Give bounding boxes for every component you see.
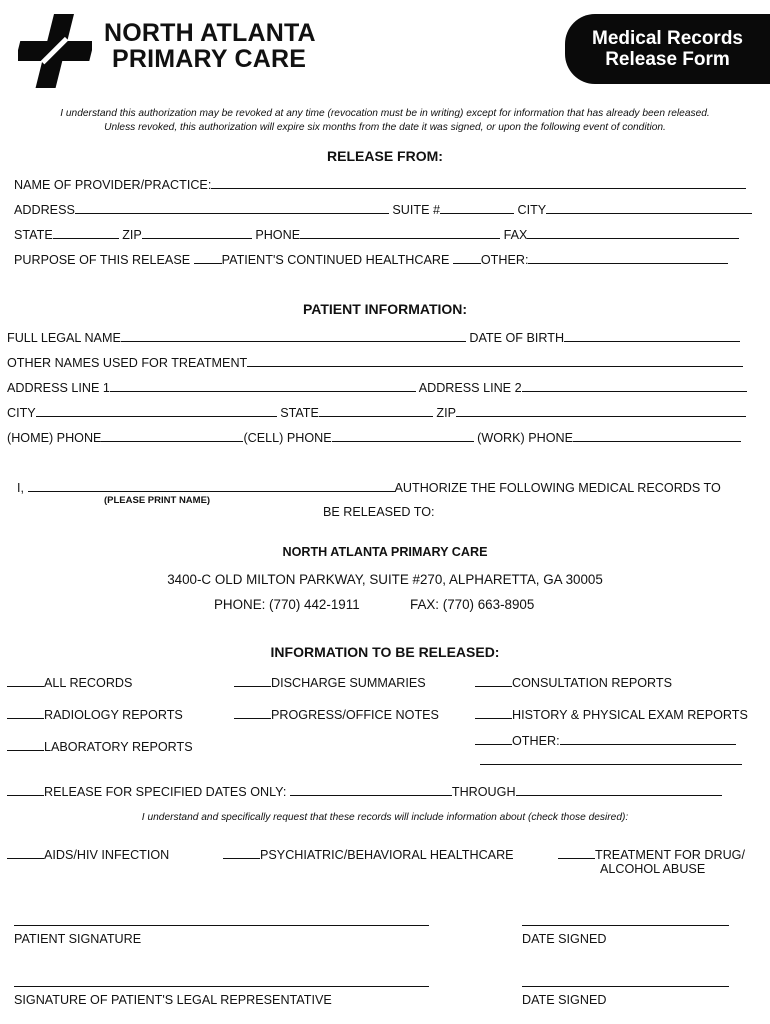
revocation-line2: Unless revoked, this authorization will expire six months from the date it was signed, or upon the following event of condition. (104, 122, 666, 133)
dates-row (7, 784, 722, 799)
history-check[interactable] (475, 707, 512, 719)
representative-signature-label: SIGNATURE OF PATIENT'S LEGAL REPRESENTATIVE (14, 993, 332, 1007)
address-row (14, 202, 752, 217)
drug-label-line1: TREATMENT FOR DRUG/ (595, 848, 745, 862)
provider-field[interactable] (211, 177, 746, 189)
full-name-field[interactable] (121, 330, 466, 342)
recipient-fax: FAX: (770) 663-8905 (410, 597, 535, 612)
radiology-check[interactable] (7, 707, 44, 719)
phone-field[interactable] (300, 227, 500, 239)
discharge-check[interactable] (234, 675, 271, 687)
cross-logo-icon (18, 14, 92, 88)
progress-label: PROGRESS/OFFICE NOTES (271, 708, 439, 722)
form-title-badge (565, 14, 770, 84)
address-line1-field[interactable] (110, 380, 416, 392)
i-label: I, (17, 481, 24, 495)
work-phone-field[interactable] (573, 430, 741, 442)
full-name-label: FULL LEGAL NAME (7, 331, 121, 345)
aids-label: AIDS/HIV INFECTION (44, 848, 170, 862)
date-signed-line-1[interactable] (522, 925, 729, 926)
progress-check[interactable] (234, 707, 271, 719)
zip-label: ZIP (122, 228, 142, 242)
fax-field[interactable] (527, 227, 739, 239)
print-name-hint: (PLEASE PRINT NAME) (104, 495, 211, 506)
provider-row (14, 177, 746, 192)
drug-check[interactable] (558, 847, 595, 859)
suite-label: SUITE # (392, 203, 440, 217)
print-name-field[interactable] (28, 480, 395, 492)
progress-item (234, 707, 439, 722)
brand-name (104, 20, 316, 72)
purpose-continued-check[interactable] (194, 252, 222, 264)
discharge-label: DISCHARGE SUMMARIES (271, 676, 426, 690)
authorize-row (17, 480, 721, 495)
laboratory-item (7, 739, 193, 754)
patient-city-field[interactable] (36, 405, 277, 417)
purpose-other-check[interactable] (453, 252, 481, 264)
aids-item (7, 847, 169, 862)
address-label: ADDRESS (14, 203, 75, 217)
patient-address-row (7, 380, 747, 395)
consultation-item (475, 675, 672, 690)
purpose-row (14, 252, 728, 267)
recipient-address: 3400-C OLD MILTON PARKWAY, SUITE #270, ALPHARETTA, GA 30005 (167, 572, 603, 587)
other-names-label: OTHER NAMES USED FOR TREATMENT (7, 356, 248, 370)
date-signed-line-2[interactable] (522, 986, 729, 987)
laboratory-check[interactable] (7, 739, 44, 751)
purpose-other-label: OTHER: (480, 253, 529, 267)
drug-label-line2: ALCOHOL ABUSE (600, 862, 706, 876)
brand-line2: PRIMARY CARE (112, 45, 307, 73)
recipient-phone: PHONE: (770) 442-1911 (214, 597, 360, 612)
recipient-org: NORTH ATLANTA PRIMARY CARE (282, 545, 488, 559)
phones-row (7, 430, 741, 445)
revocation-line1: I understand this authorization may be revoked at any time (revocation must be in writing) except for information that has already been released. (60, 108, 710, 119)
other-check[interactable] (475, 733, 512, 745)
aids-check[interactable] (7, 847, 44, 859)
dob-field[interactable] (564, 330, 740, 342)
other-field[interactable] (560, 733, 736, 745)
history-item (475, 707, 748, 722)
patient-signature-line[interactable] (14, 925, 429, 926)
state-label: STATE (14, 228, 53, 242)
state-field[interactable] (53, 227, 119, 239)
info-released-heading: INFORMATION TO BE RELEASED: (270, 644, 500, 660)
dates-label: RELEASE FOR SPECIFIED DATES ONLY: (44, 785, 287, 799)
dates-to-field[interactable] (516, 784, 722, 796)
cell-phone-label: (CELL) PHONE (243, 431, 332, 445)
patient-city-label: CITY (7, 406, 36, 420)
radiology-label: RADIOLOGY REPORTS (44, 708, 183, 722)
form-title-line2: Release Form (605, 49, 730, 70)
zip-field[interactable] (142, 227, 252, 239)
be-released-text: BE RELEASED TO: (323, 505, 435, 519)
form-title-line1: Medical Records (592, 28, 743, 49)
drug-item (558, 847, 745, 862)
laboratory-label: LABORATORY REPORTS (44, 740, 193, 754)
address-line2-label: ADDRESS LINE 2 (418, 381, 522, 395)
patient-state-field[interactable] (319, 405, 433, 417)
consultation-label: CONSULTATION REPORTS (512, 676, 673, 690)
address-line1-label: ADDRESS LINE 1 (7, 381, 110, 395)
history-label: HISTORY & PHYSICAL EXAM REPORTS (512, 708, 748, 722)
release-from-heading: RELEASE FROM: (327, 148, 443, 164)
dates-from-field[interactable] (290, 784, 452, 796)
city-field[interactable] (546, 202, 752, 214)
state-zip-row (14, 227, 739, 242)
cell-phone-field[interactable] (332, 430, 474, 442)
patient-state-label: STATE (280, 406, 319, 420)
dates-check[interactable] (7, 784, 44, 796)
work-phone-label: (WORK) PHONE (477, 431, 573, 445)
representative-signature-line[interactable] (14, 986, 429, 987)
revocation-notice (0, 107, 770, 135)
other-names-field[interactable] (247, 355, 743, 367)
discharge-item (234, 675, 426, 690)
authorize-text: AUTHORIZE THE FOLLOWING MEDICAL RECORDS TO (394, 481, 721, 495)
psych-item (223, 847, 514, 862)
psych-check[interactable] (223, 847, 260, 859)
phone-label: PHONE (255, 228, 301, 242)
other-item (475, 733, 736, 748)
address-line2-field[interactable] (522, 380, 747, 392)
purpose-label: PURPOSE OF THIS RELEASE (14, 253, 191, 267)
address-field[interactable] (75, 202, 389, 214)
date-signed-label-2: DATE SIGNED (522, 993, 607, 1007)
patient-zip-field[interactable] (456, 405, 746, 417)
other-field-line2[interactable] (480, 764, 742, 765)
patient-info-heading: PATIENT INFORMATION: (302, 301, 468, 317)
radiology-item (7, 707, 183, 722)
full-name-row (7, 330, 740, 345)
city-label: CITY (517, 203, 547, 217)
sensitive-info-note: I understand and specifically request that these records will include information about (check those desired): (141, 812, 629, 823)
consultation-check[interactable] (475, 675, 512, 687)
psych-label: PSYCHIATRIC/BEHAVIORAL HEALTHCARE (260, 848, 514, 862)
other-label: OTHER: (512, 734, 560, 748)
suite-field[interactable] (440, 202, 514, 214)
brand-line1: NORTH ATLANTA (104, 19, 316, 47)
other-names-row (7, 355, 743, 370)
home-phone-label: (HOME) PHONE (7, 431, 102, 445)
home-phone-field[interactable] (101, 430, 243, 442)
purpose-continued-label: PATIENT'S CONTINUED HEALTHCARE (221, 253, 450, 267)
patient-zip-label: ZIP (436, 406, 456, 420)
patient-signature-label: PATIENT SIGNATURE (14, 932, 142, 946)
all-records-check[interactable] (7, 675, 44, 687)
dob-label: DATE OF BIRTH (469, 331, 565, 345)
date-signed-label-1: DATE SIGNED (522, 932, 607, 946)
purpose-other-field[interactable] (528, 252, 728, 264)
fax-label: FAX (503, 228, 528, 242)
provider-label: NAME OF PROVIDER/PRACTICE: (14, 178, 212, 192)
patient-city-row (7, 405, 746, 420)
through-label: THROUGH (451, 785, 516, 799)
all-records-label: ALL RECORDS (44, 676, 133, 690)
all-records-item (7, 675, 132, 690)
